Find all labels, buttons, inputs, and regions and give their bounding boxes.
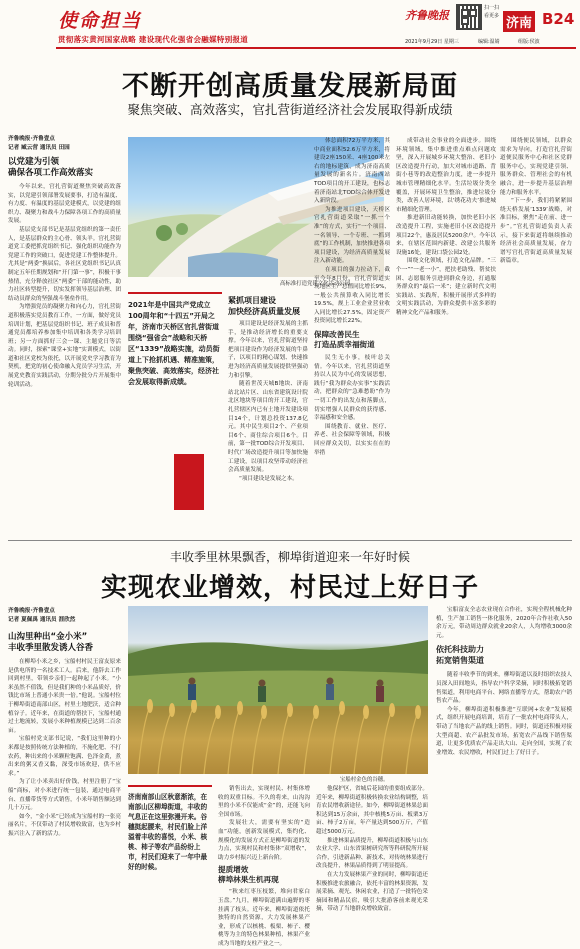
paragraph: 在项目的强力拉动下，截至今年8月份，官扎营街道实现地区生产总值同比增长9%，一般公共预算收入同比增长19.5%，规上工业企业营业收入同比增长27.5%，固定资产投资同比增长22%。	[314, 266, 390, 325]
qr-code-icon[interactable]	[456, 4, 482, 30]
story2-photo	[128, 606, 428, 774]
paragraph: “下一步，我们将紧紧围绕天桥发展‘1339’战略，对准目标，聚焦“走在前、进一步”。”官扎营街道负责人表示，接下来街道将继续推动经济社会高质量发展，奋力谱写官扎营街道高质量发展新篇章。	[500, 198, 572, 265]
story-divider	[8, 540, 572, 541]
story2-col6	[436, 606, 572, 928]
column-title: 使命担当	[58, 10, 143, 32]
paragraph: 推进林果品质提升，柳埠街道积极与山东农业大学、山东省果树研究所等科研院所开展合作，引进新品种、新技术，对传统林果进行改良提升，林果品质得到了明显提高。	[316, 837, 428, 870]
story2-source: 齐鲁晚报·齐鲁壹点	[8, 608, 55, 614]
story1-col5	[314, 137, 390, 535]
paper-logo: 齐鲁晚报	[405, 9, 449, 22]
paragraph: 宝船村党支部书记说，“我们这里种的小米都是按照传统方法种植的，不施化肥、不打农药，种出来的小米颗粒饱满、色泽金黄，煮出来的粥又香又黏，深受市场欢迎，供不应求。”	[8, 736, 121, 777]
story1-col6	[396, 137, 496, 535]
story1-col7	[500, 137, 572, 535]
paragraph: 为增强党员的凝聚力和向心力，官扎营街道积极落实党员教育工作，一方面，做好党员培训计划，把基层党组织书记、班子成员和普通党员都培养参加集中培训和各类学习培训班；另一方面抓好三会一课、主题党日等活动。同时，探索“课堂+实地”实训模式，以街道和社区党校为依托，以开展党史学习教育为契机，把党的初心使命融入党员学习生活，开展党史教育实践活动，分期分批分片开展集中轮训活动。	[8, 304, 121, 388]
story1-photo-caption: 高标准打造党建文化活动公园。	[280, 281, 356, 287]
paragraph: 他保护区，省城后花园的重要组成部分。近年来，柳埠街道积极转换农业结构调整，培育农民增收新途径。如今，柳埠街道林果总面积达到15万余亩，其中核桃5万亩、板栗3万亩、柿子2万亩，年产量达到500万斤，产值超过5000万元。	[316, 786, 428, 835]
editor-line-2: 组版:侯波	[518, 39, 540, 45]
story1-col1	[8, 183, 121, 533]
issue-date: 2021年9月29日 星期三	[405, 39, 459, 45]
story2-headline: 实现农业增效，村民过上好日子	[100, 573, 479, 603]
paragraph: 民生无小事，枝叶总关情。今年以来，官扎营街道坚持以人民为中心的发展思想，践行“我为群众办实事”实践活动，把群众的“急难愁盼”作为一切工作的出发点和落脚点，切实增强人民群众的获得感、幸福感和安全感。	[314, 355, 390, 422]
story1-callout	[128, 292, 222, 539]
paragraph: 项目建设是经济发展的主抓手，是推动经济增长的重要支撑。今年以来，官扎营街道坚持把项目建设作为经济发展的牛鼻子，以项目的精心谋划、快速推进为经济高质量发展提供坚强动力和引擎。	[228, 321, 308, 379]
qr-label-2: 看更多	[484, 13, 500, 19]
paragraph: 成带动社会事业的全面进步。围绕环境领域，集中推进重点难点问题攻坚，深入开展城乡环境大整治、老旧小区改造提升行动，加大对城市道路、背街小巷等的改造整治力度，进一步提升城市管理精细化水平。生活垃圾分类全覆盖，开展环境卫生整治，推进垃圾分类，改善人居环境，以‘绣花功夫’推进城市精细化管理。	[396, 138, 496, 213]
paragraph: 今年，柳埠街道积极推进“互联网+农业”发展模式，组织开展电商培训，培育了一批农村电商带头人，带动了当地农产品的线上销售。同时，街道还积极对接大型商超、农产品批发市场，拓宽农产品线下销售渠道，让更多优质农产品走出大山、走向全国，实现了农业增效、农民增收，村民们过上了好日子。	[436, 706, 572, 756]
callout-decoration	[174, 454, 204, 510]
paragraph: 随着丰收季节的到来，柳埠街道以及时组织农技人员深入田间地头，指导农户科学采摘，同时积极拓宽销售渠道，利用电商平台、网络直播等方式，帮助农户销售农产品。	[436, 672, 572, 705]
callout-text: 济南南部山区秋意渐浓，在南部山区柳埠街道，丰收的气息正在这里弥漫开来。谷穗挺起腰来，村民们脸上洋溢着丰收的喜悦，小米、核桃、柿子等农产品纷纷上市，村民们迎来了一年中最好的时候。	[128, 793, 208, 871]
story1-source: 齐鲁晚报·齐鲁壹点	[8, 136, 55, 142]
section-title: 提质增效 柳埠林果生机再现	[218, 865, 279, 885]
paragraph: 围绕便民领域，以群众需求为导向，打造官扎营街道便民服务中心和社区党群服务中心，实现党建引领、服务群众、管理社会的有机融合，进一步提升基层治理能力和服务水平。	[500, 138, 572, 196]
story2-col4	[218, 785, 310, 947]
story2-col1	[8, 658, 121, 928]
section-title: 保障改善民生 打造品质幸福街道	[314, 330, 375, 350]
story1-section1-title: 以党建为引领 确保各项工作高效落实	[8, 157, 94, 178]
qr-label-1: 扫一扫	[484, 5, 500, 11]
paragraph: 宝船富友全志农业现在合作社，实现全程机械化种植，生产加工销售一体化服务，2020年合作社收入50余万元，带动周边群众就业20余人，人均增收3000余元。	[436, 607, 572, 639]
masthead	[0, 0, 580, 58]
paragraph: 推进新旧动能转换，加快老旧小区改造提升工程，实施老旧小区改造提升项目22个，惠及居民5200余户。今年以来，在辖区范围内新建、改建公共服务设施16处，建设口袋公园2处。	[396, 215, 496, 256]
paragraph: 随着世茂天城B地块、济南站北站片区、山东省建筑设计院北区地块等项目的开工建设，官扎营辖区内已有土地开发建设项目14个，计划总投资137.8亿元。其中民生项目2个、产业项目6个、商住综合项目6个。目前，第一批TOD综合开发项目、时代广场改造提升项目等加快施工建设，以项目攻坚带动经济社会高质量发展。	[228, 381, 308, 474]
column-subtitle: 贯彻落实黄河国家战略 建设现代化强省会融媒特别报道	[58, 35, 249, 44]
editor-line: 编辑:温婧	[478, 39, 500, 45]
paragraph: 在柳埠小米之乡，宝船村村民王富友原来是供电所的一名技术工人。后来，他辞去工作回到村里，带领乡亲们一起种起了小米。“小米虽然不值钱，但是我们种的小米品质好，价钱比市场上普通小米贵一倍。”他说。宝船村位于柳埠街道南部山区，村里土地肥沃，适合种植谷子。近年来，在街道的帮扶下，宝船村通过土地流转，发展小米种植规模已达到二百余亩。	[8, 659, 121, 734]
story1-headline: 不断开创高质量发展新局面	[122, 71, 458, 102]
paragraph: 今年以来，官扎营街道聚焦突破高效落实，以党建引领部署发展要事，打造有温度、有力度、有温度的基层党建模式，以党建的组织力、凝聚力和战斗力保障各项工作的高质量发展。	[8, 184, 121, 225]
story2-section1-title: 山沟里种出“金小米” 丰收季里散发诱人谷香	[8, 632, 94, 653]
paragraph: 基层党支部书记是基层党组织的第一责任人，是基层群众的主心骨、领头羊。官扎营街道党工委把抓党组织书记、强化组织功能作为党建工作的突破口，促进党建工作整体提升。尤其是“两委”换届后，各社区党组织书记认真制定五年任期规划和“开门第一事”，积极干事热情，充分释放社区“两委”干部的能动性，助力社区转型提升，切实发挥领导基层治理、团结动员群众的坚强战斗堡垒作用。	[8, 226, 121, 302]
callout-text: 2021年是中国共产党成立100周年和“十四五”开局之年，济南市天桥区官扎营街道围绕“强省会”战略和天桥区“1339”战略实施，动员街道上下抢抓机遇、精准施策，聚焦突破、高效落实，经济社会发展取得新成绩。	[128, 301, 220, 386]
story2-callout	[128, 785, 212, 927]
city-label: 济南	[503, 11, 535, 32]
paragraph: 如今，“金小米”已经成为宝船村的一张亮丽名片，不仅带动了村民增收致富，也为乡村振兴注入了新的活力。	[8, 813, 121, 837]
paragraph: 体总面积72万平方米，其中商业面积52.6万平方米，将建设2座150米、4座100米左右的地标建筑，成为济南高质量发展的新名片。济南西站TOD项目的开工建设，也标志着济南站北TOD综合体开发进入新阶段。	[314, 138, 390, 205]
paragraph: 围绕文化领域，打造文化品牌。“三个一”“一老一小”，把扶老助残、帮贫扶困、志愿服务引进到群众身边，打通服务群众的“最后一米”；建立新时代文明实践站、实践所，积极开展形式多样的文明实践活动，为群众提供丰富多彩的精神文化产品和服务。	[396, 258, 496, 316]
story2-reporters: 记者 夏佩禹 通讯员 涯欣然	[8, 617, 76, 623]
story2-photo-caption: 宝船村金色的谷穗。	[340, 777, 389, 783]
story2-kicker: 丰收季里林果飘香，柳埠街道迎来一年好时候	[169, 550, 410, 564]
paragraph: “秋来红枣压枝繁，堆向君家白玉盘。”九月，柳埠街道满山遍野的枣挂满了枝头。近年来，柳埠街道依托独特的自然资源，大力发展林果产业，形成了以核桃、板栗、柿子、樱桃等为主的特色林果种植，林果产业成为当地的支柱产业之一。	[218, 889, 310, 947]
masthead-rule	[56, 47, 576, 49]
paragraph: 为了让小米卖出好价钱，村里注册了“宝船”商标，对小米进行统一包装，通过电商平台、直播带货等方式销售，小米年销售额达到几十万元。	[8, 779, 121, 812]
paragraph: 发展壮大，需要有坚实的“造血”功能，创新发展模式，集约化、规模化的发展方式正是柳埠街道的发力点，实现村民和村集体“双增收”，助力乡村振兴迈上新台阶。	[218, 820, 310, 861]
story2-col5	[316, 785, 428, 927]
paragraph: 为推进项目建设，天桥区官扎营街道采取“一抓一个准”的方式，实行“一个项目、一名领导、一个专班、一抓到底”的工作机制，加快推进各项项目建设，为经济高质量发展注入新动能。	[314, 206, 390, 265]
story1-subheadline: 聚焦突破、高效落实，官扎营街道经济社会发展取得新成绩	[127, 102, 453, 117]
story1-col4	[228, 320, 308, 535]
story1-section2-title: 紧抓项目建设 加快经济高质量发展	[228, 296, 300, 316]
story1-reporters: 记者 臧云营 通讯员 田园	[8, 145, 70, 151]
paragraph: 在大力发展林果产业的同时，柳埠街道还积极推进农旅融合，依托丰富的林果资源，发展采摘、观光、休闲农业，打造了一批特色采摘园和精品民宿，吸引大批游客前来观光采摘，带动了当地群众增收致富。	[316, 871, 428, 913]
section-title: 依托科技助力 拓宽销售渠道	[436, 645, 484, 665]
paragraph: 销售出去，实现村民、村集体增收的双重目标。不久的将来，山沟沟里的小米不仅能成“金”的，还能飞向全国市场。	[218, 786, 310, 818]
page-number: B24	[542, 10, 575, 28]
paragraph: “项目建设是发展之本。	[239, 475, 298, 482]
paragraph: 围绕教育、就业、医疗、养老、社会保障等领域，积极回应群众关切，以实实在在的举措	[314, 423, 390, 456]
